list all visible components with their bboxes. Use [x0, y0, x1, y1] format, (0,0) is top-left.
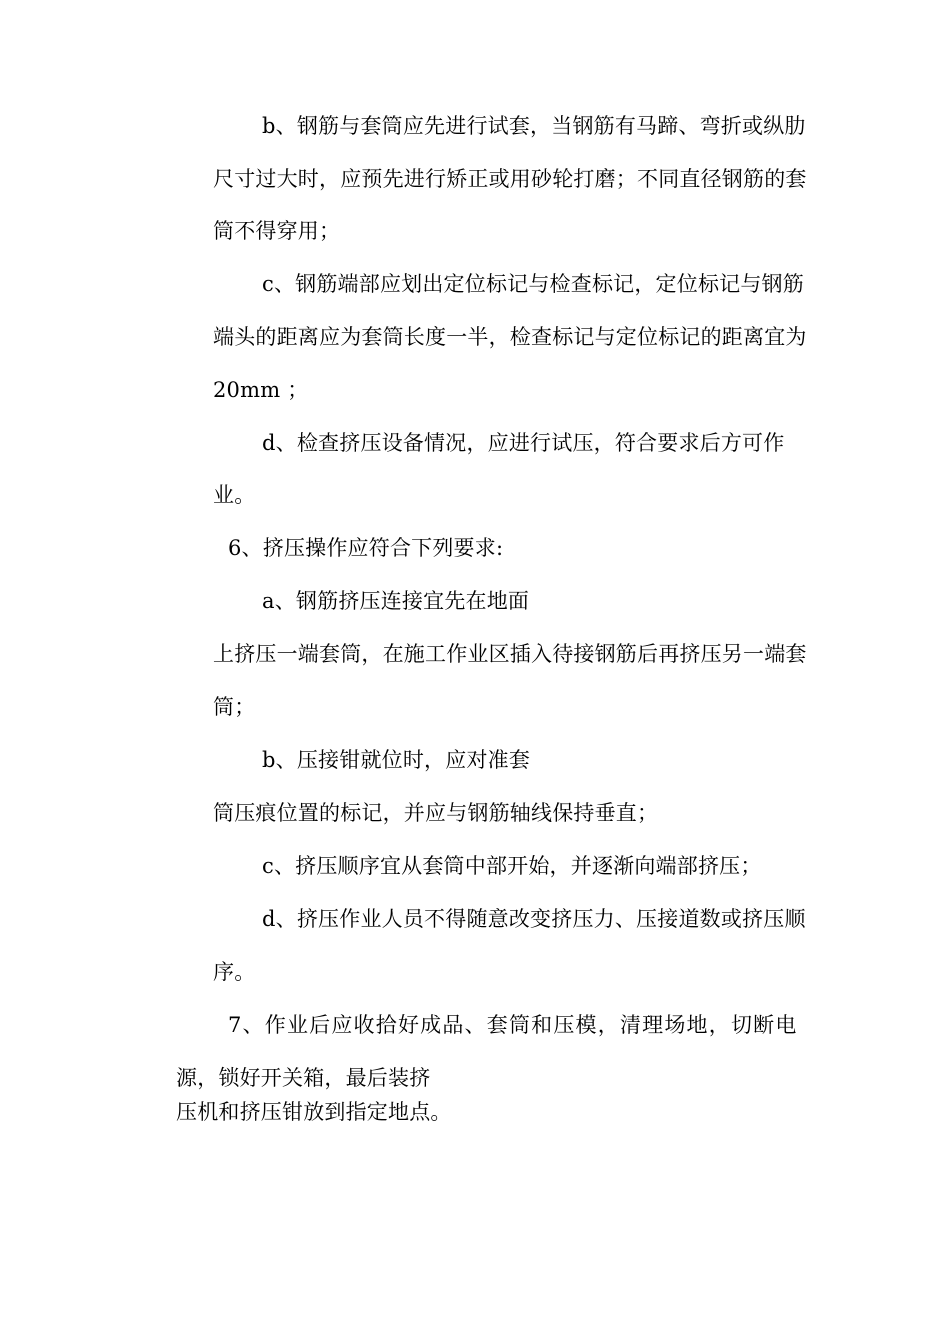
text-line: a、钢筋挤压连接宜先在地面	[262, 589, 530, 613]
text-line: 上挤压一端套筒，在施工作业区插入待接钢筋后再挤压另一端套	[213, 642, 807, 666]
text-line: 压机和挤压钳放到指定地点。	[176, 1100, 452, 1124]
text-line: c、钢筋端部应划出定位标记与检查标记，定位标记与钢筋	[262, 272, 804, 296]
text-line: 源，锁好开关箱，最后装挤	[176, 1066, 431, 1090]
text-line: b、钢筋与套筒应先进行试套，当钢筋有马蹄、弯折或纵肋	[262, 114, 806, 138]
text-line: 序。	[213, 960, 256, 984]
text-line: 20mm ；	[213, 378, 309, 402]
text-line: 尺寸过大时，应预先进行矫正或用砂轮打磨；不同直径钢筋的套	[213, 167, 807, 191]
text-line: 筒不得穿用；	[213, 219, 341, 243]
text-line: 业。	[213, 483, 256, 507]
section-heading: 7、作业后应收拾好成品、套筒和压模，清理场地，切断电	[228, 1013, 798, 1037]
text-line: d、挤压作业人员不得随意改变挤压力、压接道数或挤压顺	[262, 907, 806, 931]
text-line: 筒压痕位置的标记，并应与钢筋轴线保持垂直；	[213, 801, 659, 825]
section-heading: 6、挤压操作应符合下列要求:	[228, 536, 504, 560]
text-line: c、挤压顺序宜从套筒中部开始，并逐渐向端部挤压；	[262, 854, 762, 878]
text-line: 筒；	[213, 695, 256, 719]
text-line: b、压接钳就位时，应对准套	[262, 748, 531, 772]
text-line: 端头的距离应为套筒长度一半，检查标记与定位标记的距离宜为	[213, 325, 807, 349]
text-line: d、检查挤压设备情况，应进行试压，符合要求后方可作	[262, 431, 785, 455]
